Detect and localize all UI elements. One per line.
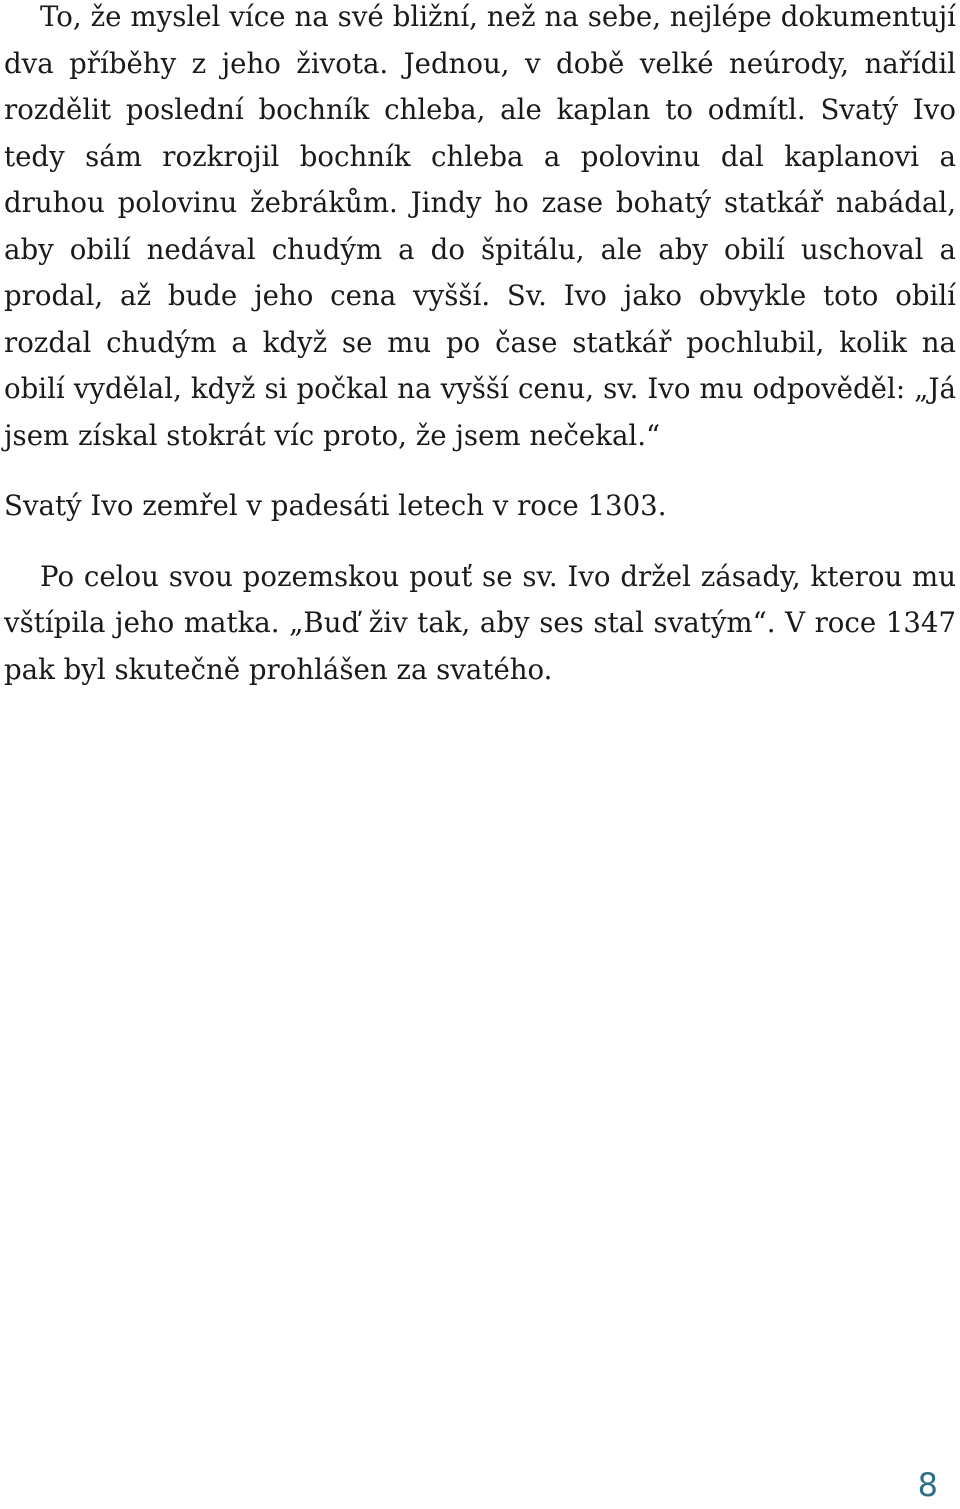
paragraph-saint-ivo-stories: To, že myslel více na své bližní, než na sebe, nejlépe dokumentují dva příběhy z jeho života. Jednou, v době velké neúrody, nařídil rozdělit poslední bochník chleba, ale kaplan to odmítl. Svatý Ivo tedy sám rozkrojil bochník chleba a polovinu dal kaplanovi a druhou polovinu žebrákům. Jindy ho zase bohatý statkář nabádal, aby obilí nedával chudým a do špitálu, ale aby obilí uschoval a prodal, až bude jeho cena vyšší. Sv. Ivo jako obvykle toto obilí rozdal chudým a když se mu po čase statkář pochlubil, kolik na obilí vydělal, když si počkal na vyšší cenu, sv. Ivo mu odpověděl: „Já jsem získal stokrát víc proto, že jsem nečekal.“: [4, 0, 956, 452]
document-body: [4, 0, 956, 693]
paragraph-canonization: Po celou svou pozemskou pouť se sv. Ivo držel zásady, kterou mu vštípila jeho matka. „Buď živ tak, aby ses stal svatým“. V roce 1347 pak byl skutečně prohlášen za svatého.: [4, 559, 956, 686]
page-number: 8: [917, 1466, 938, 1504]
paragraph-death: Svatý Ivo zemřel v padesáti letech v roce 1303.: [4, 489, 667, 522]
